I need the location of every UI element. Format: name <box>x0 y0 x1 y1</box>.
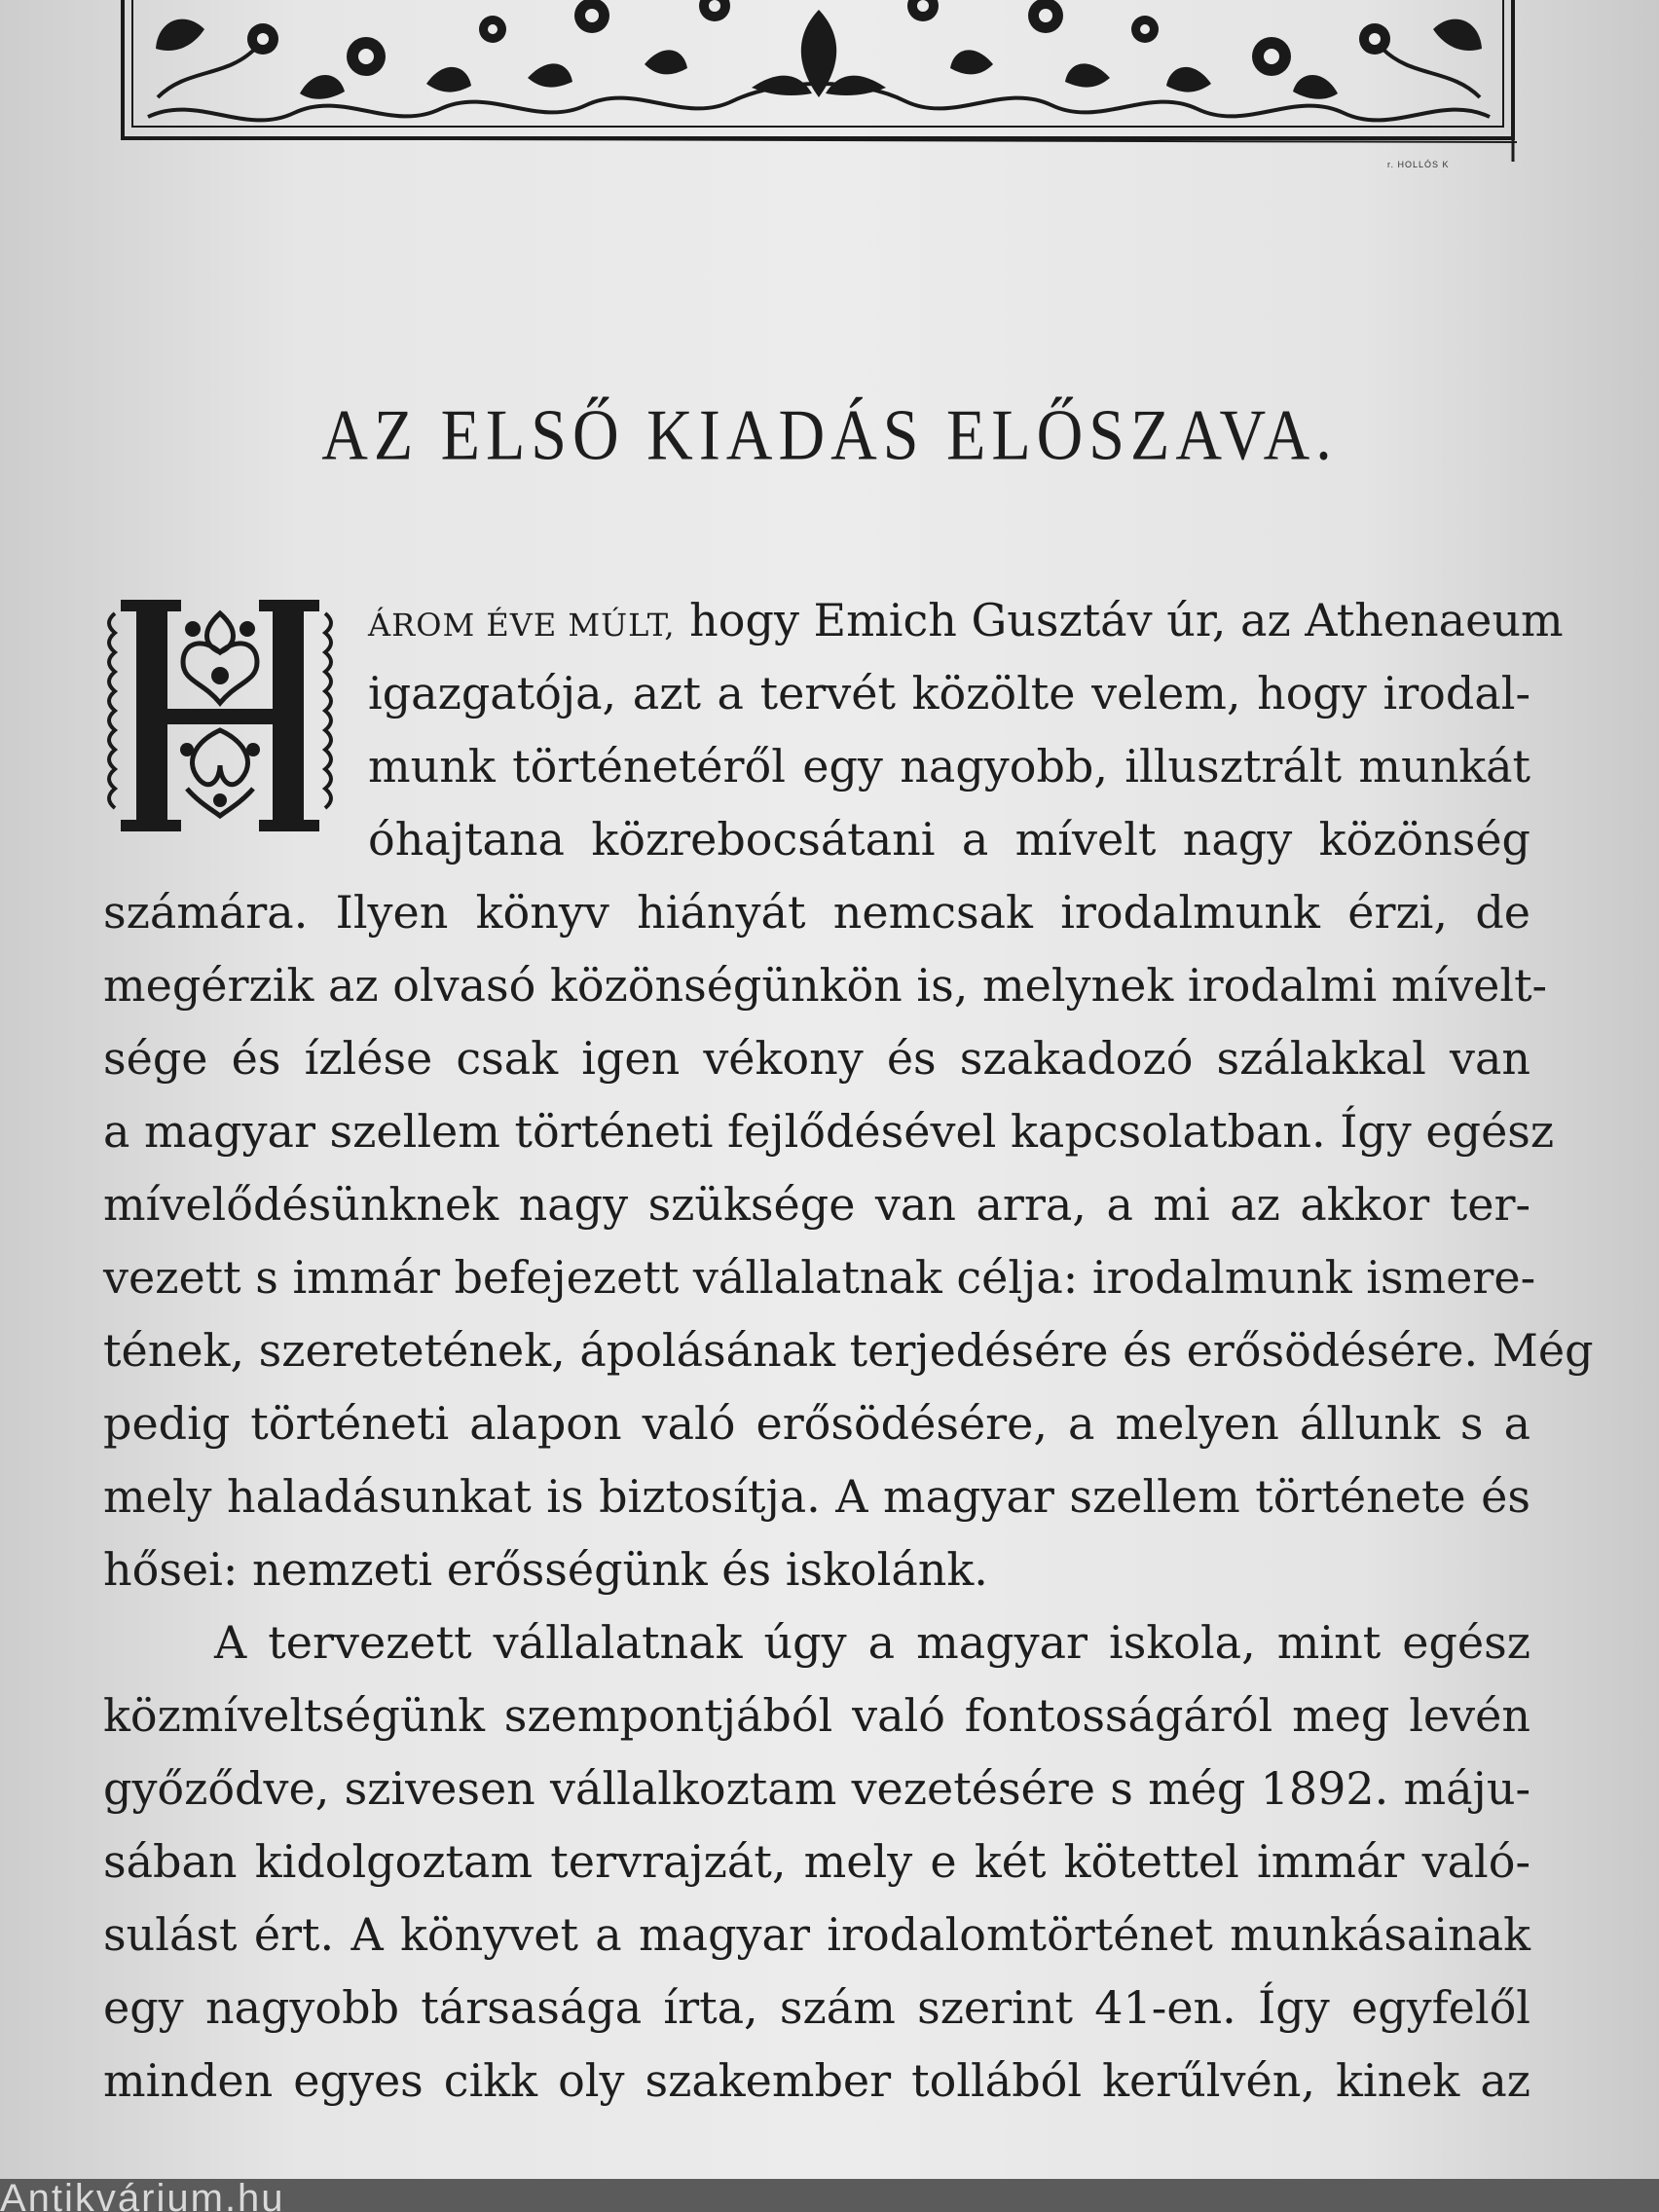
text-line: a magyar szellem történeti fejlődésével kapcsolatban. Így egész <box>103 1105 1555 1158</box>
text-line: egy nagyobb társasága írta, szám szerint 41-en. Így egyfelől <box>103 1981 1530 2034</box>
text-line: A tervezett vállalatnak úgy a magyar iskola, mint egész <box>214 1616 1530 1669</box>
text-line: hősei: nemzeti erősségünk és iskolánk. <box>103 1543 988 1596</box>
smallcaps-lead: ÁROM ÉVE MÚLT, <box>368 607 676 644</box>
floral-header-ornament <box>119 0 1519 164</box>
text-line: sége és ízlése csak igen vékony és szakadozó szálakkal van <box>103 1032 1530 1085</box>
ornate-drop-cap-h <box>105 594 335 837</box>
text-line: ÁROM ÉVE MÚLT, hogy Emich Gusztáv úr, az Athenaeum <box>368 594 1564 646</box>
text-line: mívelődésünknek nagy szüksége van arra, a mi az akkor ter- <box>103 1178 1530 1231</box>
text-line: mely haladásunkat is biztosítja. A magyar szellem története és <box>103 1470 1530 1523</box>
text-line: igazgatója, azt a tervét közölte velem, hogy irodal- <box>368 667 1530 719</box>
text-line: sulást ért. A könyvet a magyar irodalomtörténet munkásainak <box>103 1908 1530 1961</box>
text-line: számára. Ilyen könyv hiányát nemcsak irodalmunk érzi, de <box>103 886 1530 939</box>
text-line: minden egyes cikk oly szakember tollából kerűlvén, kinek az <box>103 2054 1530 2107</box>
text-line: pedig történeti alapon való erősödésére, a melyen állunk s a <box>103 1397 1530 1450</box>
text-line: győződve, szivesen vállalkoztam vezetésére s még 1892. máju- <box>103 1762 1530 1815</box>
text-line: megérzik az olvasó közönségünkön is, melynek irodalmi mívelt- <box>103 959 1548 1012</box>
text-line: közmíveltségünk szempontjából való fontosságáról meg levén <box>103 1689 1530 1742</box>
text-line: munk történetéről egy nagyobb, illusztrált munkát <box>368 740 1530 793</box>
text-line: óhajtana közrebocsátani a mívelt nagy közönség <box>368 813 1530 866</box>
text-line: tének, szeretetének, ápolásának terjedésére és erősödésére. Még <box>103 1324 1594 1377</box>
page-title: AZ ELSŐ KIADÁS ELŐSZAVA. <box>321 395 1338 476</box>
drop-cap-letter: H <box>105 594 106 595</box>
text-line: sában kidolgoztam tervrajzát, mely e két kötettel immár való- <box>103 1835 1530 1888</box>
watermark: Antikvárium.hu <box>0 2179 285 2212</box>
text-line: vezett s immár befejezett vállalatnak célja: irodalmunk ismere- <box>103 1251 1536 1304</box>
engraver-credit: r. HOLLÓS K <box>1387 160 1450 169</box>
